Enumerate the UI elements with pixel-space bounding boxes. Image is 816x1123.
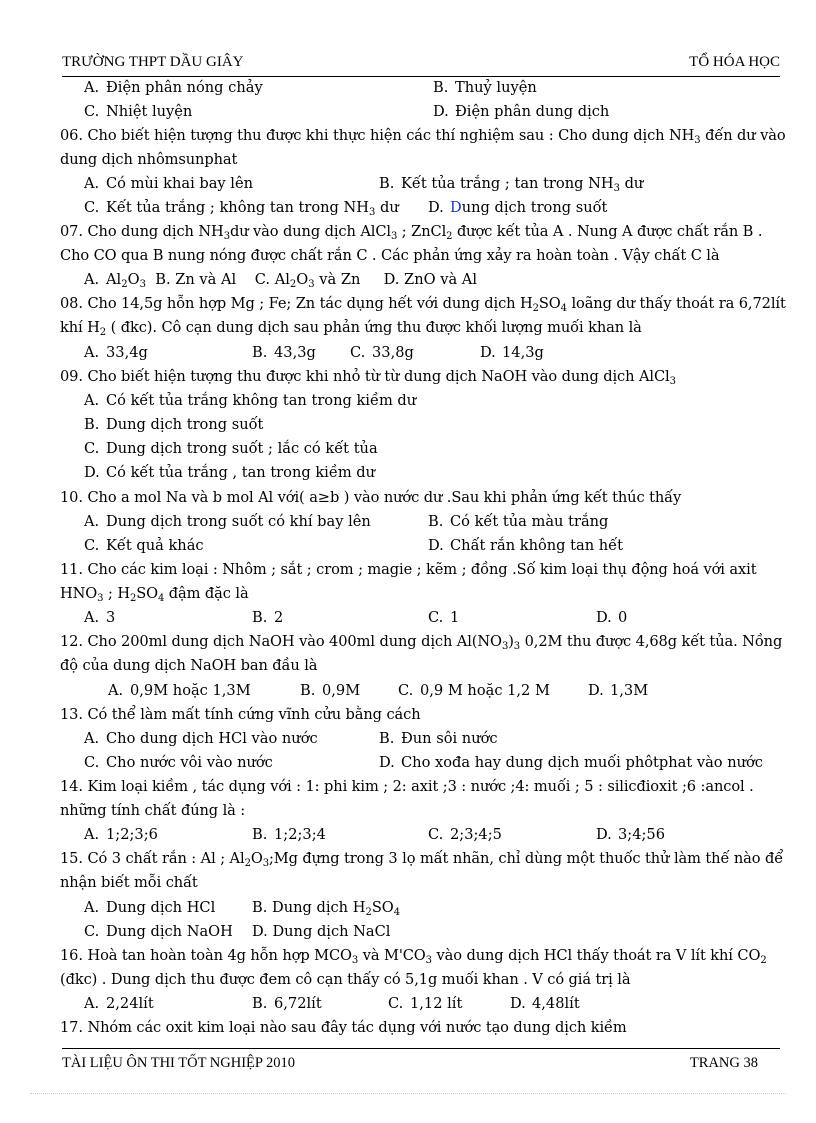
q11-option-c: C. 1 [428,609,460,626]
q16-option-a: A. 2,24lít [84,995,154,1012]
q15-stem: 15. Có 3 chất rắn : Al ; $Al_2O_3;Mg$ đựng trong 3 lọ mất nhãn, chỉ dùng một thuốc thử làm thế nào để [60,850,784,869]
header-school: TRƯỜNG THPT DẦU GIÂY [62,54,244,70]
q10-option-b: B. Có kết tủa màu trắng [428,513,609,530]
q14-option-c: C. 2;3;4;5 [428,826,502,843]
q12-option-d: D. 1,3M [588,682,649,699]
q12-option-a: A. 0,9M hoặc 1,3M [108,682,251,699]
q12-stem: 12. Cho 200ml dung dịch NaOH vào 400ml dung dịch $Al(NO_3)_3$ 0,2M thu được 4,68g kết tủa. Nồng [60,633,783,652]
q12-stem-cont: độ của dung dịch NaOH ban đầu là [60,657,318,674]
q08-stem-cont: khí $H_2$ ( đkc). Cô cạn dung dịch sau phản ứng thu được khối lượng muối khan là [60,319,642,338]
q10-option-c: C. Kết quả khác [84,537,204,554]
q14-option-b: B. 1;2;3;4 [252,826,326,843]
footer-doc-title: TÀI LIỆU ÔN THI TỐT NGHIỆP 2010 [62,1055,296,1071]
q15-option-d: D. Dung dịch NaCl [252,923,391,940]
q13-option-c: C. Cho nước vôi vào nước [84,754,273,771]
q10-stem: 10. Cho a mol Na và b mol Al với( a≥b ) vào nước dư .Sau khi phản ứng kết thúc thấy [60,489,682,506]
q07-options: A. $Al_2O_3$ B. Zn và Al C. $Al_2O_3$ và Zn D. ZnO và Al [84,271,477,290]
q11-option-d: D. 0 [596,609,628,626]
q08-option-c: C. 33,8g [350,344,414,361]
q11-option-b: B. 2 [252,609,284,626]
q08-stem: 08. Cho 14,5g hỗn hợp Mg ; Fe; Zn tác dụng hết với dung dịch $H_2SO_4$ loãng dư thấy thoát ra 6,72lít [60,295,786,314]
q16-option-b: B. 6,72lít [252,995,322,1012]
q05-option-a: A. Điện phân nóng chảy [84,79,263,96]
q06-option-b: B. Kết tủa trắng ; tan trong $NH_3$ dư [379,175,644,194]
q10-option-a: A. Dung dịch trong suốt có khí bay lên [84,513,371,530]
footer-page-number: TRANG 38 [689,1055,758,1071]
q06-stem: 06. Cho biết hiện tượng thu được khi thực hiện các thí nghiệm sau : Cho dung dịch $NH_3$ đến dư vào [60,127,786,146]
q07-stem: 07. Cho dung dịch $NH_3dư$ vào dung dịch AlCl$_3$ ; ZnCl$_2$ được kết tủa A . Nung A được chất rắn B . [60,223,763,242]
q12-option-b: B. 0,9M [300,682,361,699]
q12-option-c: C. 0,9 M hoặc 1,2 M [398,682,550,699]
q14-option-d: D. 3;4;56 [596,826,665,843]
q14-option-a: A. 1;2;3;6 [84,826,158,843]
q15-option-a: A. Dung dịch HCl [84,899,216,916]
q11-option-a: A. 3 [84,609,116,626]
q16-stem-cont: (đkc) . Dung dịch thu được đem cô cạn thấy có 5,1g muối khan . V có giá trị là [60,971,631,988]
q05-option-d: D. Điện phân dung dịch [433,103,610,120]
q09-option-b: B. Dung dịch trong suốt [84,416,264,433]
q13-option-d: D. Cho xođa hay dung dịch muối phôtphat vào nước [379,754,763,771]
q13-option-b: B. Đun sôi nước [379,730,498,747]
page-footer [62,1048,780,1071]
page-header [62,52,780,77]
header-dept: TỔ HÓA HỌC [689,54,780,70]
q11-stem-cont: $HNO_3$ ; $H_2SO_4$ đậm đặc là [60,585,249,604]
q14-stem: 14. Kim loại kiềm , tác dụng với : 1: phi kim ; 2: axit ;3 : nước ;4: muối ; 5 : silicđioxit ;6 :ancol . [60,778,754,795]
q11-stem: 11. Cho các kim loại : Nhôm ; sắt ; crom ; magie ; kẽm ; đồng .Số kim loại thụ động hoá với axit [60,561,757,578]
q09-option-c: C. Dung dịch trong suốt ; lắc có kết tủa [84,440,378,457]
q06-stem-cont: dung dịch nhômsunphat [60,151,238,168]
q17-stem: 17. Nhóm các oxit kim loại nào sau đây tác dụng với nước tạo dung dịch kiềm [60,1019,627,1036]
q05-option-b: B. Thuỷ luyện [433,79,537,96]
q09-option-d: D. Có kết tủa trắng , tan trong kiềm dư [84,464,376,481]
q10-option-d: D. Chất rắn không tan hết [428,537,623,554]
q06-option-a: A. Có mùi khai bay lên [84,175,254,192]
q07-stem-cont: Cho CO qua B nung nóng được chất rắn C . Các phản ứng xảy ra hoàn toàn . Vậy chất C là [60,247,720,264]
q08-option-d: D. 14,3g [480,344,544,361]
q09-stem: 09. Cho biết hiện tượng thu được khi nhỏ từ từ dung dịch NaOH vào dung dịch AlCl$_3$ [60,368,676,387]
q06-option-c: C. Kết tủa trắng ; không tan trong $NH_3$ dư [84,199,399,218]
q15-option-c: C. Dung dịch NaOH [84,923,233,940]
q08-option-b: B. 43,3g [252,344,316,361]
q06-option-d: D. Dung dịch trong suốt [428,199,608,216]
page-edge-divider [30,1093,786,1094]
q09-option-a: A. Có kết tủa trắng không tan trong kiềm dư [84,392,417,409]
q13-option-a: A. Cho dung dịch HCl vào nước [84,730,318,747]
q13-stem: 13. Có thể làm mất tính cứng vĩnh cửu bằng cách [60,706,421,723]
q16-option-d: D. 4,48lít [510,995,580,1012]
q08-option-a: A. 33,4g [84,344,148,361]
q16-stem: 16. Hoà tan hoàn toàn 4g hỗn hợp $MCO_3$ và $M'CO_3$ vào dung dịch HCl thấy thoát ra V lít khí $CO_2$ [60,947,767,966]
q16-option-c: C. 1,12 lít [388,995,463,1012]
q15-stem-cont: nhận biết mỗi chất [60,874,198,891]
q14-stem-cont: những tính chất đúng là : [60,802,246,819]
q05-option-c: C. Nhiệt luyện [84,103,193,120]
q15-option-b: B. Dung dịch $H_2SO_4$ [252,899,401,918]
